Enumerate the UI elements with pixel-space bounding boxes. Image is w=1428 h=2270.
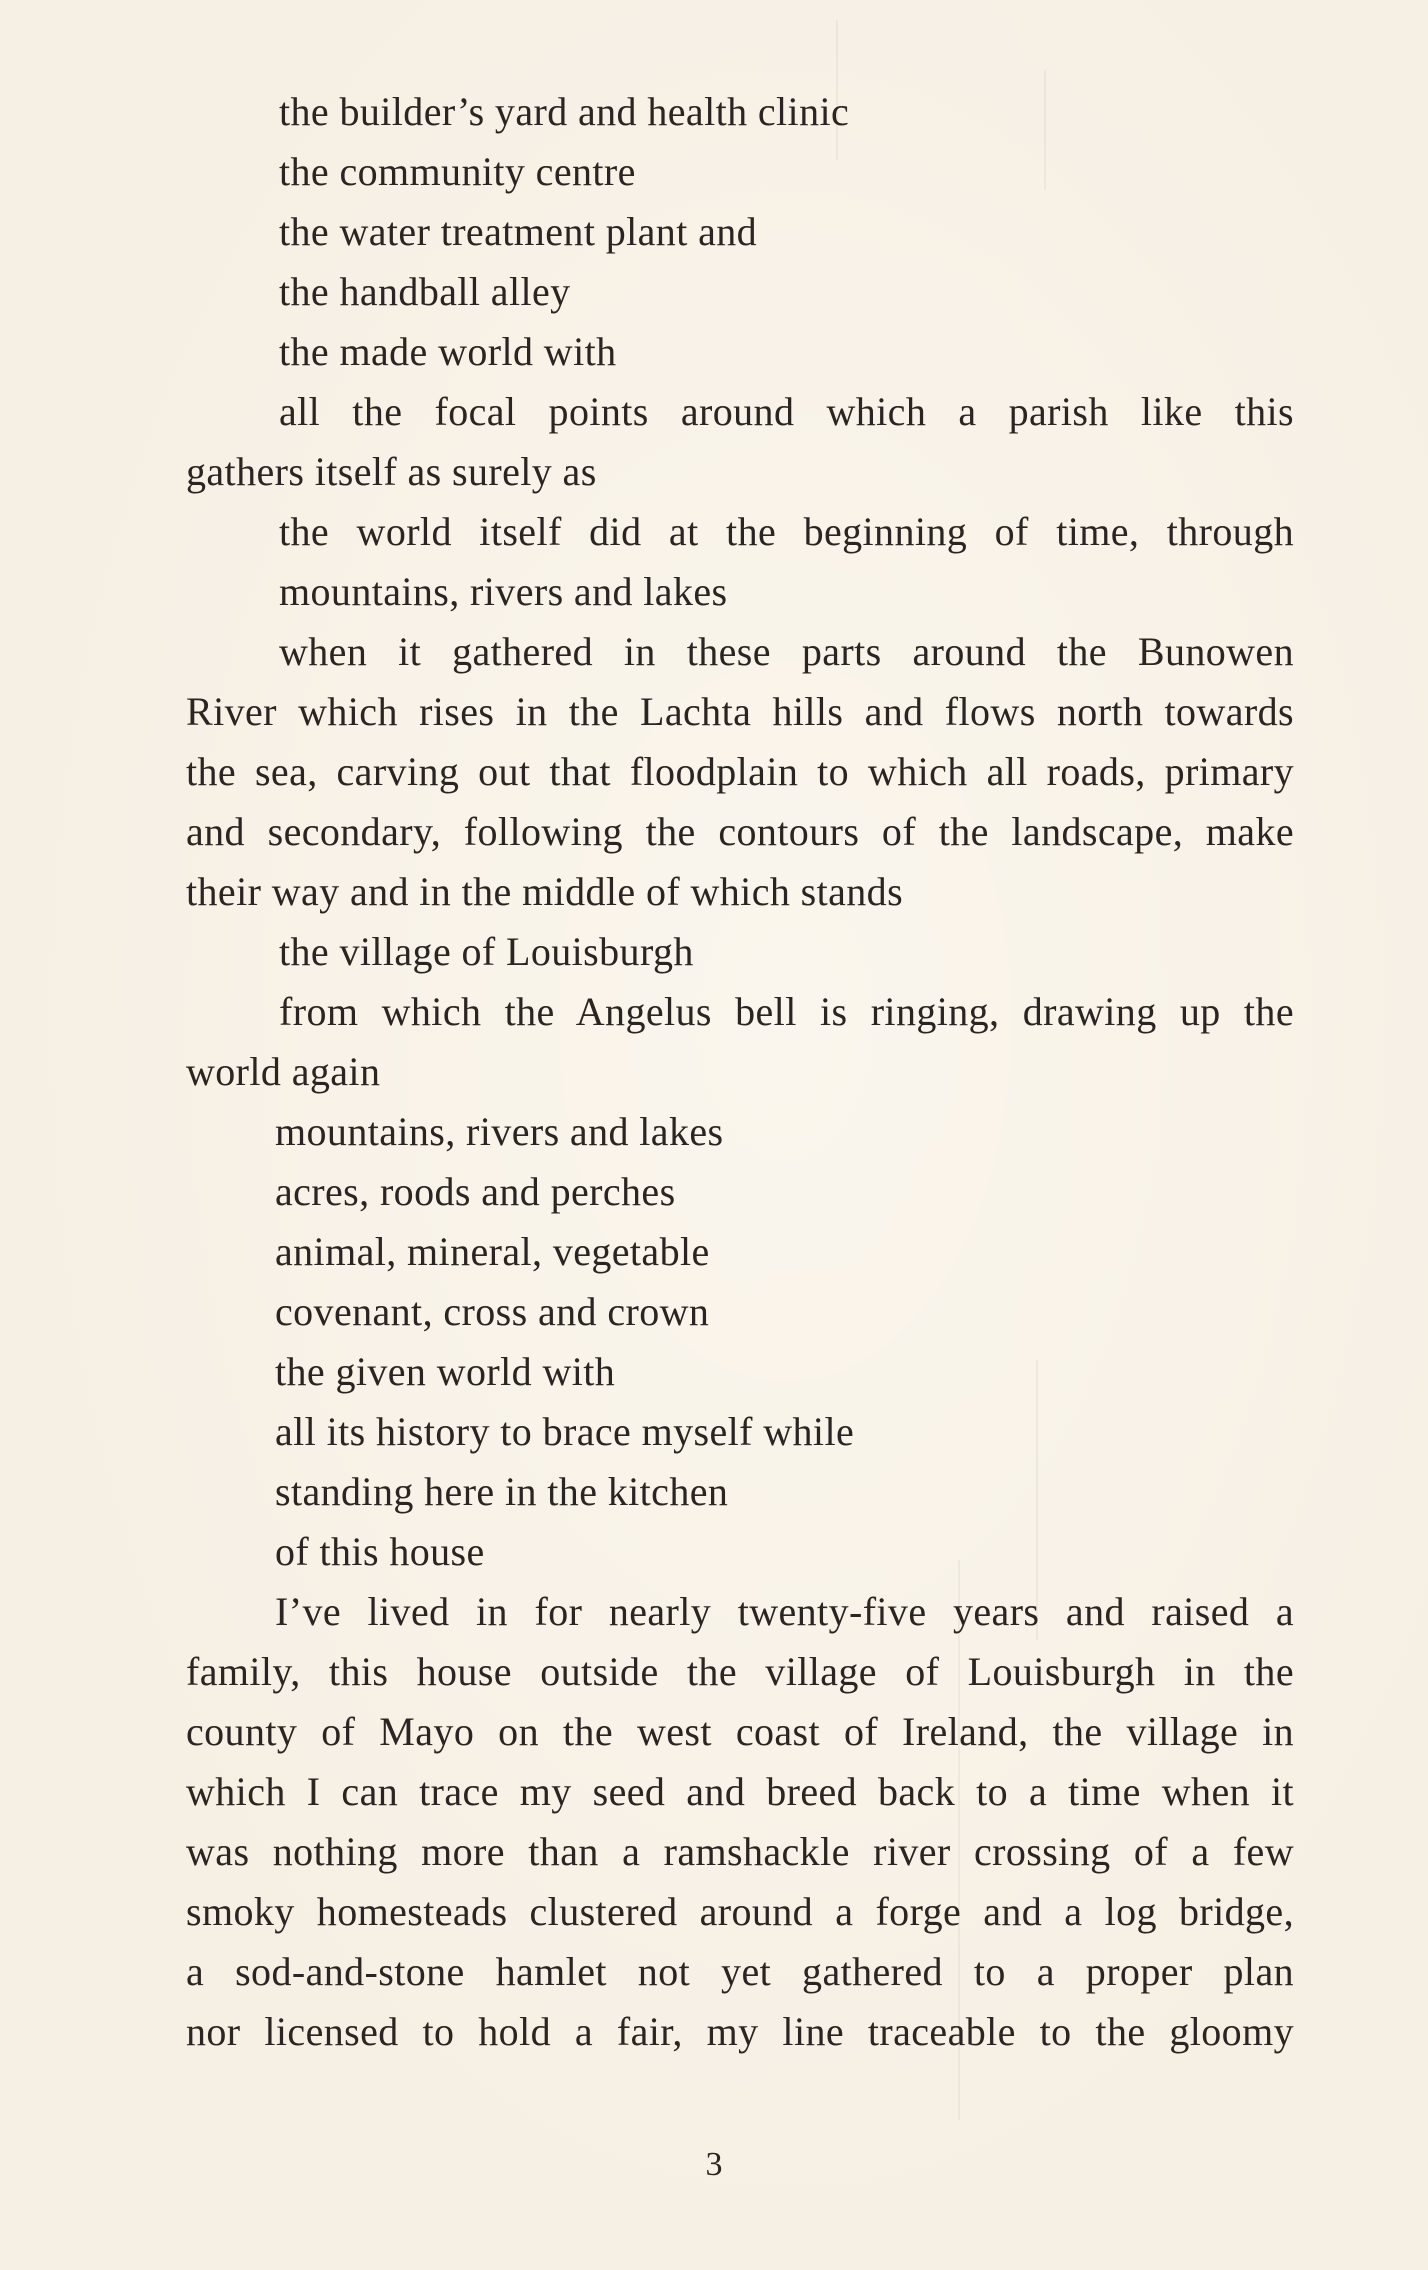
text-line: when it gathered in these parts around the Bunowen xyxy=(279,629,1294,674)
text-line: acres, roods and perches xyxy=(275,1169,676,1214)
page-number: 3 xyxy=(705,2146,723,2183)
text-line: county of Mayo on the west coast of Ireland, the village in xyxy=(186,1709,1294,1754)
text-line: mountains, rivers and lakes xyxy=(275,1109,724,1154)
text-line: all the focal points around which a parish like this xyxy=(279,389,1294,434)
text-line: smoky homesteads clustered around a forge and a log bridge, xyxy=(186,1889,1294,1934)
text-line: all its history to brace myself while xyxy=(275,1409,855,1454)
text-line: the community centre xyxy=(279,149,636,194)
text-line: I’ve lived in for nearly twenty-five years and raised a xyxy=(275,1589,1294,1634)
text-line: of this house xyxy=(275,1529,485,1574)
text-line: and secondary, following the contours of the landscape, make xyxy=(186,809,1294,854)
text-line: covenant, cross and crown xyxy=(275,1289,710,1334)
text-line: the given world with xyxy=(275,1349,616,1394)
text-line: the handball alley xyxy=(279,269,571,314)
text-line: animal, mineral, vegetable xyxy=(275,1229,710,1274)
text-line: the village of Louisburgh xyxy=(279,929,694,974)
text-line: nor licensed to hold a fair, my line traceable to the gloomy xyxy=(186,2009,1294,2054)
text-line: family, this house outside the village of Louisburgh in the xyxy=(186,1649,1294,1694)
page-text xyxy=(186,82,1294,2062)
text-line: the water treatment plant and xyxy=(279,209,758,254)
text-line: the made world with xyxy=(279,329,617,374)
text-line: the world itself did at the beginning of time, through xyxy=(279,509,1294,554)
text-line: gathers itself as surely as xyxy=(186,449,597,494)
text-line: the builder’s yard and health clinic xyxy=(279,89,850,134)
text-line: the sea, carving out that floodplain to which all roads, primary xyxy=(186,749,1294,794)
text-line: River which rises in the Lachta hills and flows north towards xyxy=(186,689,1294,734)
text-line: mountains, rivers and lakes xyxy=(279,569,728,614)
text-line: from which the Angelus bell is ringing, drawing up the xyxy=(279,989,1294,1034)
text-line: which I can trace my seed and breed back to a time when it xyxy=(186,1769,1294,1814)
text-line: standing here in the kitchen xyxy=(275,1469,729,1514)
text-line: world again xyxy=(186,1049,381,1094)
text-line: a sod-and-stone hamlet not yet gathered to a proper plan xyxy=(186,1949,1294,1994)
text-line: their way and in the middle of which stands xyxy=(186,869,904,914)
text-line: was nothing more than a ramshackle river crossing of a few xyxy=(186,1829,1294,1874)
